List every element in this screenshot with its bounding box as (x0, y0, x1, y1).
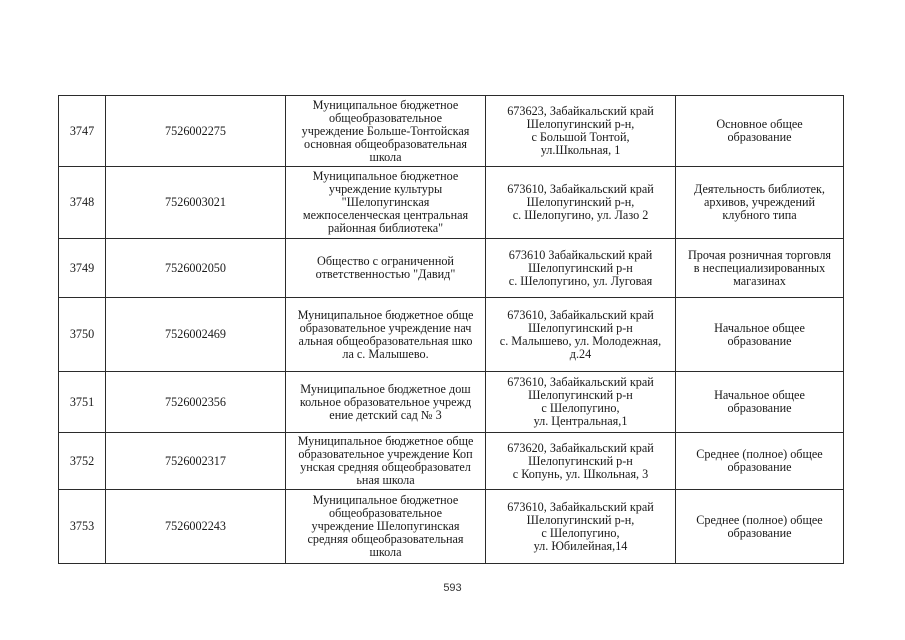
address-cell: 673610, Забайкальский край Шелопугинский р-н, с. Шелопугино, ул. Лазо 2 (486, 167, 676, 239)
organization-name-cell: Муниципальное бюджетное учреждение культуры "Шелопугинская межпоселенческая центральная районная библиотека" (286, 167, 486, 239)
activity-cell: Деятельность библиотек, архивов, учреждений клубного типа (676, 167, 844, 239)
address-cell: 673620, Забайкальский край Шелопугинский р-н с Копунь, ул. Школьная, 3 (486, 433, 676, 490)
row-number-cell: 3751 (59, 372, 106, 433)
activity-cell: Начальное общее образование (676, 372, 844, 433)
organization-name-cell: Муниципальное бюджетное дош кольное образовательное учрежд ение детский сад № 3 (286, 372, 486, 433)
inn-cell: 7526003021 (106, 167, 286, 239)
address-cell: 673610, Забайкальский край Шелопугинский р-н с Шелопугино, ул. Центральная,1 (486, 372, 676, 433)
organization-name-cell: Муниципальное бюджетное обще образовательное учреждение Коп унская средняя общеобразовател ьная школа (286, 433, 486, 490)
address-cell: 673623, Забайкальский край Шелопугинский р-н, с Большой Тонтой, ул.Школьная, 1 (486, 96, 676, 167)
row-number-cell: 3749 (59, 239, 106, 298)
row-number-cell: 3747 (59, 96, 106, 167)
inn-cell: 7526002243 (106, 490, 286, 564)
address-cell: 673610 Забайкальский край Шелопугинский р-н с. Шелопугино, ул. Луговая (486, 239, 676, 298)
activity-cell: Начальное общее образование (676, 298, 844, 372)
table-row (59, 96, 844, 167)
table-row (59, 490, 844, 564)
organization-name-cell: Общество с ограниченной ответственностью "Давид" (286, 239, 486, 298)
row-number-cell: 3752 (59, 433, 106, 490)
organization-name-cell: Муниципальное бюджетное общеобразовательное учреждение Шелопугинская средняя общеобразовательная школа (286, 490, 486, 564)
address-cell: 673610, Забайкальский край Шелопугинский р-н с. Малышево, ул. Молодежная, д.24 (486, 298, 676, 372)
table-row (59, 433, 844, 490)
inn-cell: 7526002275 (106, 96, 286, 167)
table-row (59, 167, 844, 239)
inn-cell: 7526002469 (106, 298, 286, 372)
row-number-cell: 3748 (59, 167, 106, 239)
activity-cell: Среднее (полное) общее образование (676, 433, 844, 490)
page-number: 593 (443, 582, 462, 594)
table-row (59, 239, 844, 298)
registry-table (58, 95, 844, 564)
activity-cell: Среднее (полное) общее образование (676, 490, 844, 564)
activity-cell: Прочая розничная торговля в неспециализированных магазинах (676, 239, 844, 298)
activity-cell: Основное общее образование (676, 96, 844, 167)
organization-name-cell: Муниципальное бюджетное общеобразовательное учреждение Больше-Тонтойская основная общеобразовательная школа (286, 96, 486, 167)
inn-cell: 7526002050 (106, 239, 286, 298)
table-row (59, 372, 844, 433)
row-number-cell: 3750 (59, 298, 106, 372)
row-number-cell: 3753 (59, 490, 106, 564)
inn-cell: 7526002356 (106, 372, 286, 433)
address-cell: 673610, Забайкальский край Шелопугинский р-н, с Шелопугино, ул. Юбилейная,14 (486, 490, 676, 564)
table-row (59, 298, 844, 372)
organization-name-cell: Муниципальное бюджетное обще образовательное учреждение нач альная общеобразовательная шко ла с. Малышево. (286, 298, 486, 372)
inn-cell: 7526002317 (106, 433, 286, 490)
